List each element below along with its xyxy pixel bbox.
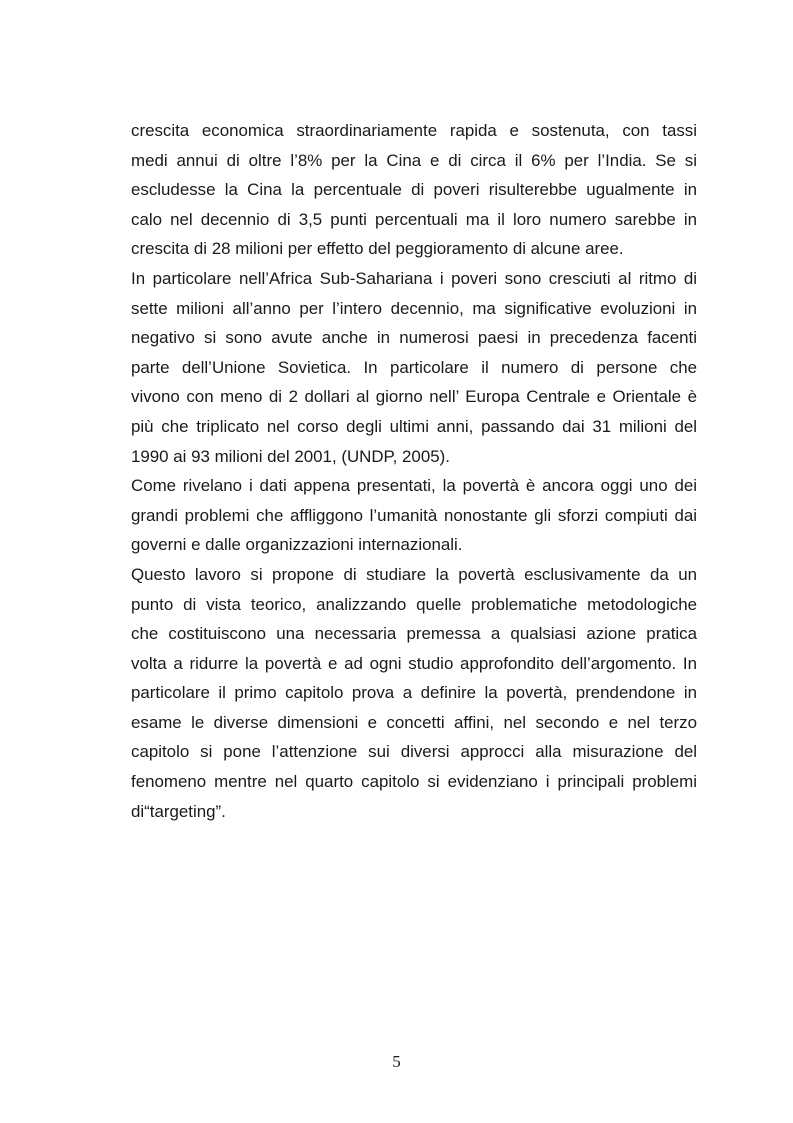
text-line: di“targeting”.: [131, 801, 226, 821]
text-line: punto di vista teorico, analizzando quelle problematiche metodologiche: [131, 594, 697, 614]
text-line: medi annui di oltre l’8% per la Cina e di circa il 6% per l’India. Se si: [131, 150, 697, 170]
text-line: negativo si sono avute anche in numerosi paesi in precedenza facenti: [131, 328, 697, 348]
text-line: fenomeno mentre nel quarto capitolo si evidenziano i principali problemi: [131, 772, 697, 792]
text-line: sette milioni all’anno per l’intero decennio, ma significative evoluzioni in: [131, 298, 697, 318]
text-line: Questo lavoro si propone di studiare la povertà esclusivamente da un: [131, 564, 697, 584]
text-line: crescita economica straordinariamente rapida e sostenuta, con tassi: [131, 121, 697, 140]
text-line: governi e dalle organizzazioni internazionali.: [131, 535, 463, 555]
text-line: che costituiscono una necessaria premessa a qualsiasi azione pratica: [131, 624, 697, 644]
text-line: calo nel decennio di 3,5 punti percentuali ma il loro numero sarebbe in: [131, 209, 697, 229]
text-line: escludesse la Cina la percentuale di poveri risulterebbe ugualmente in: [131, 180, 697, 200]
page-body: [131, 116, 697, 826]
page-number: 5: [392, 1052, 401, 1071]
text-line: capitolo si pone l’attenzione sui diversi approcci alla misurazione del: [131, 742, 697, 762]
text-line: volta a ridurre la povertà e ad ogni studio approfondito dell’argomento. In: [131, 653, 697, 673]
text-line: vivono con meno di 2 dollari al giorno nell’ Europa Centrale e Orientale è: [131, 387, 697, 407]
text-line: In particolare nell’Africa Sub-Sahariana i poveri sono cresciuti al ritmo di: [131, 268, 697, 288]
text-line: esame le diverse dimensioni e concetti affini, nel secondo e nel terzo: [131, 712, 697, 732]
text-line: parte dell’Unione Sovietica. In particolare il numero di persone che: [131, 357, 697, 377]
text-line: crescita di 28 milioni per effetto del peggioramento di alcune aree.: [131, 239, 624, 259]
text-line: più che triplicato nel corso degli ultimi anni, passando dai 31 milioni del: [131, 416, 697, 436]
text-line: Come rivelano i dati appena presentati, la povertà è ancora oggi uno dei: [131, 476, 697, 496]
text-line: particolare il primo capitolo prova a definire la povertà, prendendone in: [131, 683, 697, 703]
text-line: 1990 ai 93 milioni del 2001, (UNDP, 2005).: [131, 446, 450, 466]
text-line: grandi problemi che affliggono l’umanità nonostante gli sforzi compiuti dai: [131, 505, 697, 525]
